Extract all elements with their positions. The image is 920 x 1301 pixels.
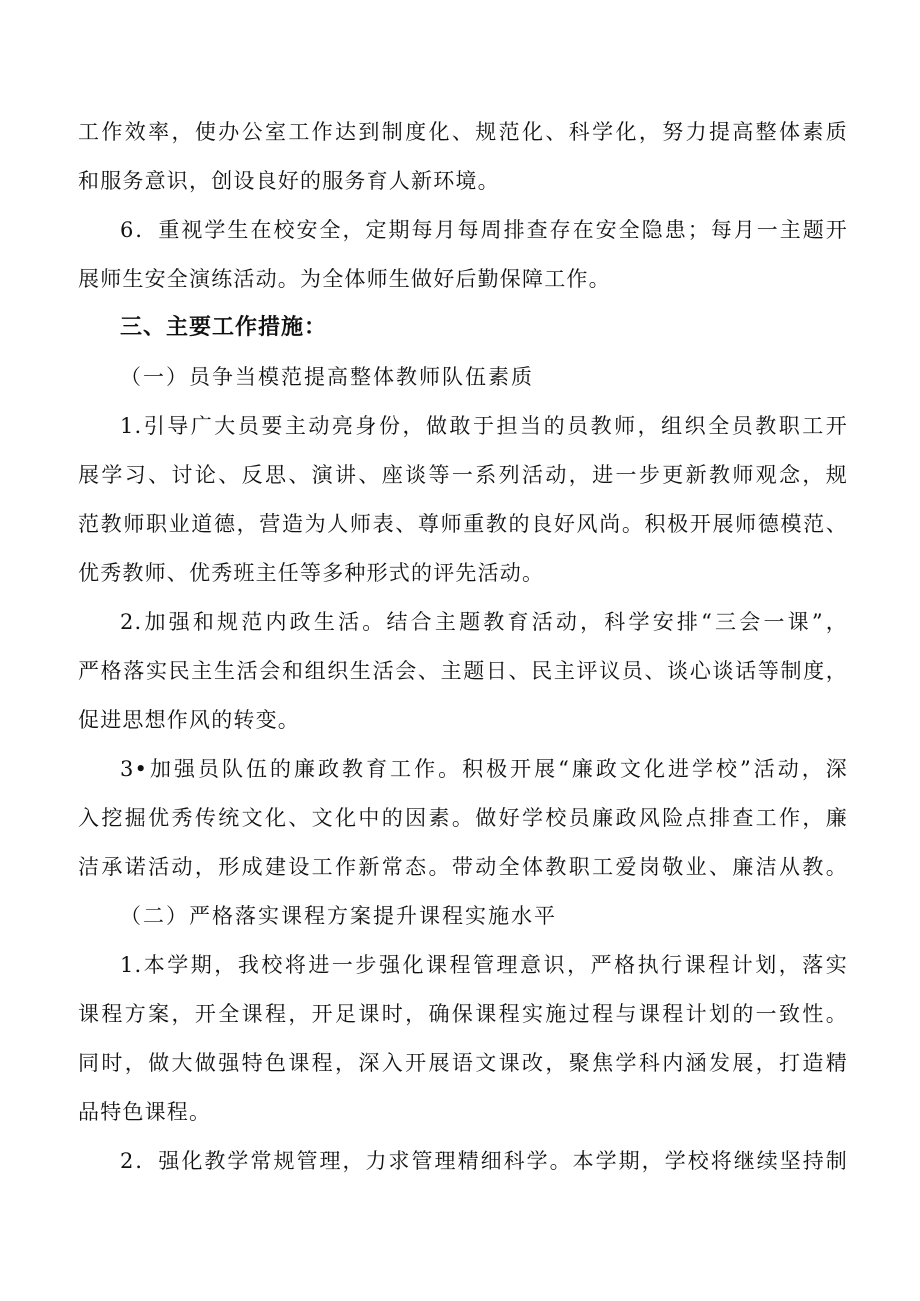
paragraph-line: 同时，做大做强特色课程，深入开展语文课改，聚焦学科内涵发展，打造精: [78, 1051, 848, 1075]
paragraph-line: 促进思想作风的转变。: [78, 708, 300, 732]
paragraph-line: 品特色课程。: [78, 1100, 212, 1124]
paragraph-line: 优秀教师、优秀班主任等多种形式的评先活动。: [78, 561, 545, 585]
paragraph-line: 2.加强和规范内政生活。结合主题教育活动，科学安排“三会一课”，: [120, 610, 848, 634]
paragraph-line: 3•加强员队伍的廉政教育工作。积极开展“廉政文化进学校”活动，深: [120, 757, 848, 781]
paragraph-line: 6．重视学生在校安全，定期每月每周排查存在安全隐患；每月一主题开: [120, 218, 848, 242]
paragraph-line: 展师生安全演练活动。为全体师生做好后勤保障工作。: [78, 267, 611, 291]
paragraph-line: 严格落实民主生活会和组织生活会、主题日、民主评议员、谈心谈话等制度，: [78, 659, 848, 683]
paragraph-line: 2．强化教学常规管理，力求管理精细科学。本学期，学校将继续坚持制: [120, 1149, 848, 1173]
paragraph-line: 和服务意识，创设良好的服务育人新环境。: [78, 169, 500, 193]
subsection-heading: （二）严格落实课程方案提升课程实施水平: [120, 904, 557, 928]
paragraph-line: 1.本学期，我校将进一步强化课程管理意识，严格执行课程计划，落实: [120, 953, 848, 977]
paragraph-line: 范教师职业道德，营造为人师表、尊师重教的良好风尚。积极开展师德模范、: [78, 512, 848, 536]
paragraph-line: 1.引导广大员要主动亮身份，做敢于担当的员教师，组织全员教职工开: [120, 414, 848, 438]
paragraph-line: 课程方案，开全课程，开足课时，确保课程实施过程与课程计划的一致性。: [78, 1002, 848, 1026]
section-heading: 三、主要工作措施：: [120, 315, 328, 340]
paragraph-line: 展学习、讨论、反思、演讲、座谈等一系列活动，进一步更新教师观念，规: [78, 463, 848, 487]
paragraph-line: 入挖掘优秀传统文化、文化中的因素。做好学校员廉政风险点排查工作，廉: [78, 806, 848, 830]
paragraph-line: 洁承诺活动，形成建设工作新常态。带动全体教职工爱岗敬业、廉洁从教。: [78, 855, 848, 879]
paragraph-line: 工作效率，使办公室工作达到制度化、规范化、科学化，努力提高整体素质: [78, 120, 848, 144]
subsection-heading: （一）员争当模范提高整体教师队伍素质: [120, 365, 534, 389]
